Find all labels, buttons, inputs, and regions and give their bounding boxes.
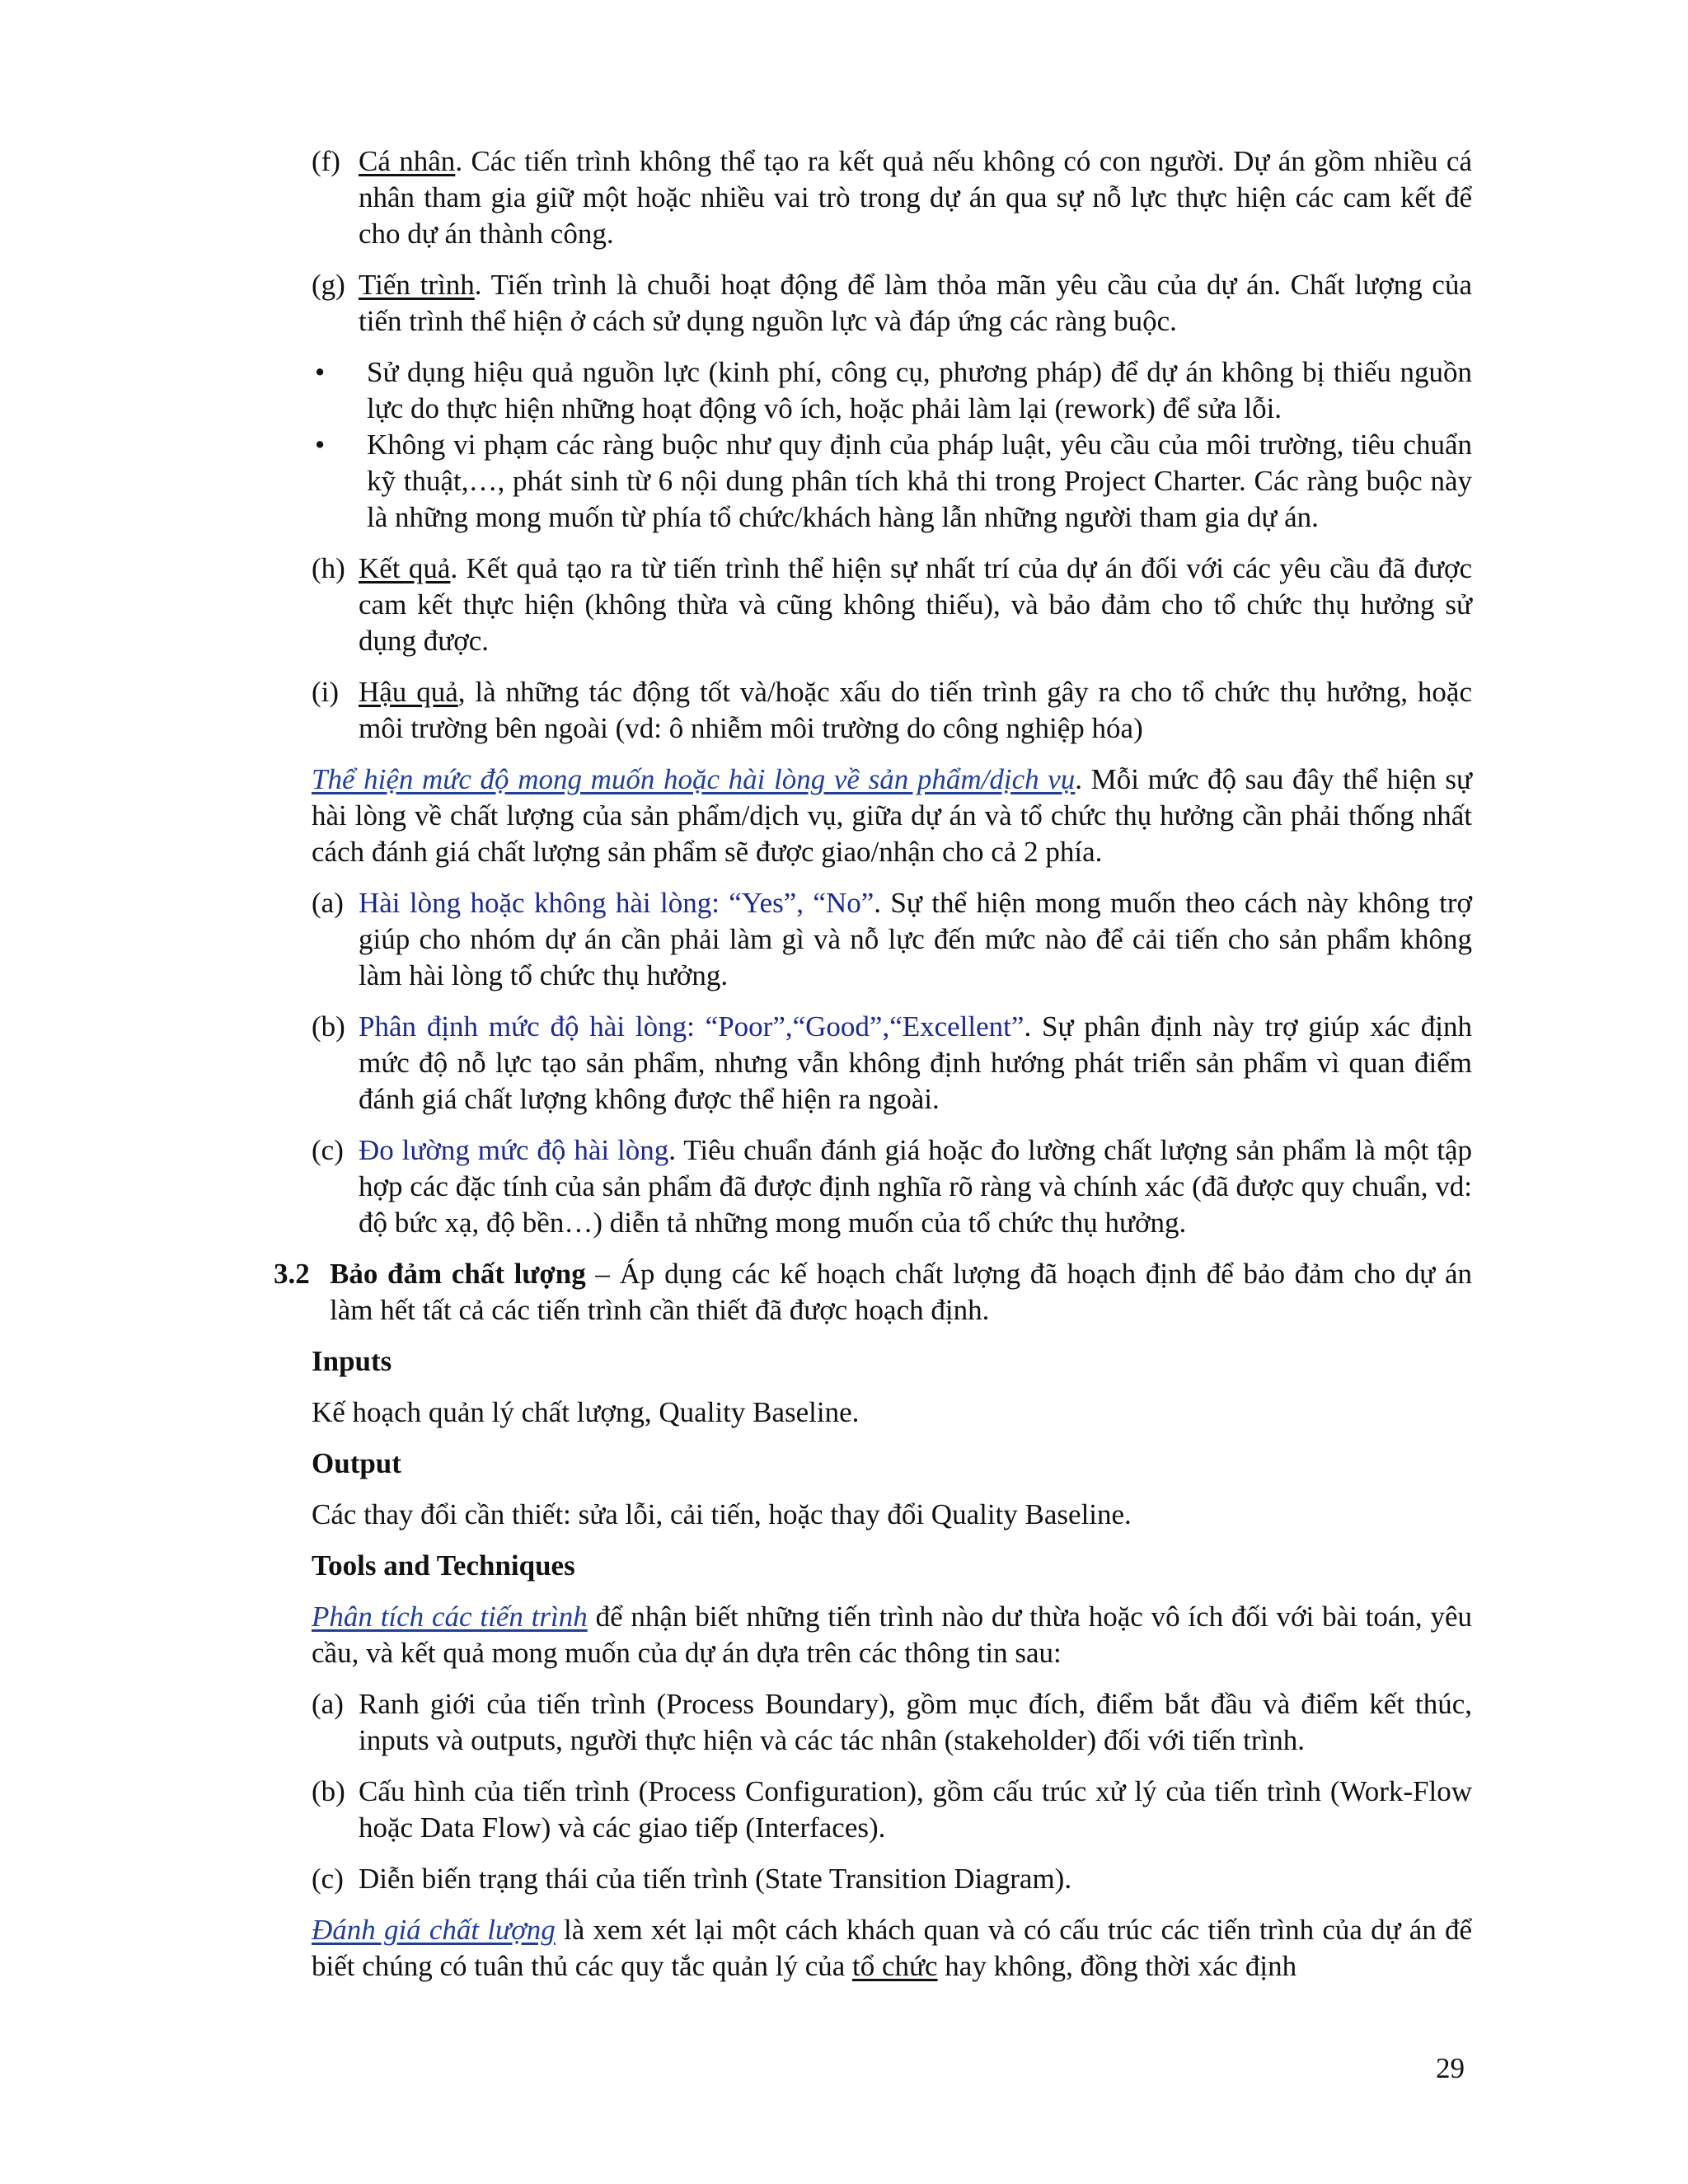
item-text: , là những tác động tốt và/hoặc xấu do tiến trình gây ra cho tổ chức thụ hưởng, hoặc môi trường bên ngoài (vd: ô nhiễm môi trường do công nghiệp hóa)	[359, 676, 1472, 744]
item-label: (a)	[312, 887, 344, 919]
item-label: (i)	[312, 676, 340, 708]
section-title: Bảo đảm chất lượng	[330, 1258, 586, 1290]
item-term: Đo lường mức độ hài lòng	[359, 1134, 669, 1166]
item-term: Tiến trình	[359, 269, 475, 301]
list-item	[312, 1132, 1472, 1241]
bullet-item	[312, 427, 1472, 536]
page-content	[274, 143, 1473, 1985]
item-label: (c)	[312, 1863, 344, 1895]
item-label: (g)	[312, 269, 345, 301]
list-item	[312, 674, 1472, 747]
list-item	[312, 1774, 1472, 1846]
list-item	[312, 885, 1472, 994]
audit-text-1: là xem xét lại một cách khách quan và có cấu trúc các tiến trình của dự án để biết chúng có tuân thủ các quy tắc quản lý của	[312, 1914, 1472, 1982]
section-text: – Áp dụng các kế hoạch chất lượng đã hoạch định để bảo đảm cho dự án làm hết tất cả các tiến trình cần thiết đã được hoạch định.	[330, 1258, 1472, 1326]
item-text: Cấu hình của tiến trình (Process Configuration), gồm cấu trúc xử lý của tiến trình (Work-Flow hoặc Data Flow) và các giao tiếp (Interfaces).	[359, 1775, 1472, 1844]
output-heading: Output	[312, 1447, 401, 1479]
item-text: . Sự phân định này trợ giúp xác định mức độ nỗ lực tạo sản phẩm, nhưng vẫn không định hướng phát triển sản phẩm vì quan điểm đánh giá chất lượng không được thể hiện ra ngoài.	[359, 1010, 1472, 1115]
item-term: Hậu quả	[359, 676, 458, 708]
audit-org: tổ chức	[852, 1950, 938, 1982]
item-label: (b)	[312, 1010, 345, 1043]
inputs-heading: Inputs	[312, 1345, 392, 1377]
output-text: Các thay đổi cần thiết: sửa lỗi, cải tiến, hoặc thay đổi Quality Baseline.	[312, 1498, 1132, 1530]
item-label: (a)	[312, 1688, 344, 1720]
item-term: Cá nhân	[359, 145, 456, 177]
item-text: . Tiêu chuẩn đánh giá hoặc đo lường chất lượng sản phẩm là một tập hợp các đặc tính của sản phẩm đã được định nghĩa rõ ràng và chính xác (đã được quy chuẩn, vd: độ bức xạ, độ bền…) diễn tả những mong muốn của tổ chức thụ hưởng.	[359, 1134, 1472, 1239]
list-item	[312, 1686, 1472, 1759]
satisfaction-link[interactable]: Thể hiện mức độ mong muốn hoặc hài lòng về sản phẩm/dịch vụ	[312, 763, 1076, 795]
item-label: (c)	[312, 1134, 344, 1166]
list-item	[312, 1861, 1472, 1897]
bullet-text: Sử dụng hiệu quả nguồn lực (kinh phí, công cụ, phương pháp) để dự án không bị thiếu nguồn lực do thực hiện những hoạt động vô ích, hoặc phải làm lại (rework) để sửa lỗi.	[367, 356, 1472, 424]
analysis-paragraph	[312, 1599, 1472, 1671]
list-item	[312, 551, 1472, 659]
item-text: . Kết quả tạo ra từ tiến trình thể hiện sự nhất trí của dự án đối với các yêu cầu đã được cam kết thực hiện (không thừa và cũng không thiếu), và bảo đảm cho tổ chức thụ hưởng sử dụng được.	[359, 552, 1472, 657]
analysis-link[interactable]: Phân tích các tiến trình	[312, 1601, 588, 1633]
item-text: . Tiến trình là chuỗi hoạt động để làm thỏa mãn yêu cầu của dự án. Chất lượng của tiến trình thể hiện ở cách sử dụng nguồn lực và đáp ứng các ràng buộc.	[359, 269, 1472, 337]
bullet-icon: •	[315, 429, 326, 461]
list-item	[312, 143, 1472, 252]
audit-text-2: hay không, đồng thời xác định	[937, 1950, 1297, 1982]
tools-heading: Tools and Techniques	[312, 1549, 575, 1582]
page-number: 29	[1436, 2052, 1465, 2084]
item-term: Phân định mức độ hài lòng: “Poor”,“Good”,“Excellent”	[359, 1010, 1025, 1043]
list-item	[312, 267, 1472, 340]
list-item	[312, 1009, 1472, 1118]
audit-link[interactable]: Đánh giá chất lượng	[312, 1914, 556, 1946]
item-label: (b)	[312, 1775, 345, 1807]
item-text: Diễn biến trạng thái của tiến trình (State Transition Diagram).	[359, 1863, 1072, 1895]
bullet-text: Không vi phạm các ràng buộc như quy định của pháp luật, yêu cầu của môi trường, tiêu chuẩn kỹ thuật,…, phát sinh từ 6 nội dung phân tích khả thi trong Project Charter. Các ràng buộc này là những mong muốn từ phía tổ chức/khách hàng lẫn những người tham gia dự án.	[367, 429, 1472, 533]
inputs-text: Kế hoạch quản lý chất lượng, Quality Baseline.	[312, 1396, 860, 1428]
item-term: Kết quả	[359, 552, 451, 584]
section-3-2	[274, 1256, 1472, 1329]
audit-paragraph	[312, 1912, 1472, 1985]
satisfaction-paragraph	[312, 762, 1472, 870]
item-text: Ranh giới của tiến trình (Process Boundary), gồm mục đích, điểm bắt đầu và điểm kết thúc, inputs và outputs, người thực hiện và các tác nhân (stakeholder) đối với tiến trình.	[359, 1688, 1472, 1756]
item-term: Hài lòng hoặc không hài lòng: “Yes”, “No”	[359, 887, 874, 919]
item-label: (h)	[312, 552, 345, 584]
item-label: (f)	[312, 145, 340, 177]
satisfaction-text: . Mỗi mức độ sau đây thể hiện sự hài lòng về chất lượng của sản phẩm/dịch vụ, giữa dự án và tổ chức thụ hưởng cần phải thống nhất cách đánh giá chất lượng sản phẩm sẽ được giao/nhận cho cả 2 phía.	[312, 763, 1472, 868]
item-text: . Sự thể hiện mong muốn theo cách này không trợ giúp cho nhóm dự án cần phải làm gì và nỗ lực đến mức nào để cải tiến cho sản phẩm không làm hài lòng tổ chức thụ hưởng.	[359, 887, 1472, 991]
bullet-icon: •	[315, 356, 326, 388]
item-text: . Các tiến trình không thể tạo ra kết quả nếu không có con người. Dự án gồm nhiều cá nhân tham gia giữ một hoặc nhiều vai trò trong dự án qua sự nỗ lực thực hiện các cam kết để cho dự án thành công.	[359, 145, 1472, 250]
analysis-text: để nhận biết những tiến trình nào dư thừa hoặc vô ích đối với bài toán, yêu cầu, và kết quả mong muốn của dự án dựa trên các thông tin sau:	[312, 1601, 1473, 1669]
bullet-item	[312, 354, 1472, 427]
section-number: 3.2	[274, 1258, 310, 1290]
